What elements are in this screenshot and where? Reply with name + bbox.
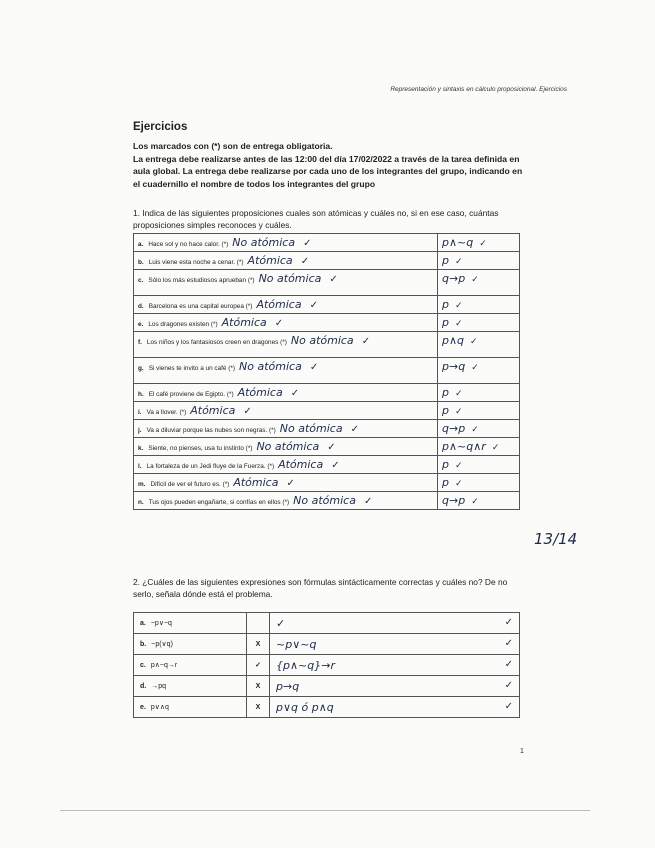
handwritten-answer: Atómica	[221, 316, 267, 329]
expression-cell	[134, 613, 247, 634]
formula-cell	[438, 384, 520, 402]
table-row	[134, 456, 520, 474]
check-mark: ✓	[454, 319, 463, 329]
check-mark: ✓	[454, 301, 463, 311]
intro-line2: La entrega debe realizarse antes de las 12:00 del día 17/02/2022 a través de la tarea definida en aula global. La entrega debe realizarse por cada uno de los integrantes del grupo, indicando en el cuadernillo el nombre de todos los integrantes del grupo	[133, 153, 523, 189]
expression-text: p∨∧q	[150, 704, 169, 711]
check-mark: ✓	[491, 443, 500, 453]
item-label: n.	[138, 499, 144, 506]
item-label: c.	[140, 662, 146, 669]
mark-cell	[247, 634, 270, 655]
handwritten-answer: p→q	[276, 679, 300, 693]
formula-cell	[438, 402, 520, 420]
proposition-cell	[134, 420, 438, 438]
check-mark: ✓	[471, 425, 479, 435]
check-mark: ✓	[303, 238, 312, 249]
check-mark: ✓	[309, 362, 319, 373]
proposition-text: Tus ojos pueden engañarte, si confías en ellos (*)	[148, 499, 290, 506]
question-2: 2. ¿Cuáles de las siguientes expresiones son fórmulas sintácticamente correctas y cuáles no? De no serlo, señala dónde está el problema.	[133, 577, 508, 599]
handwritten-answer: No atómica	[239, 360, 302, 373]
handwritten-answer: No atómica	[279, 422, 343, 435]
check-mark: ✓	[274, 318, 284, 329]
table-row	[134, 296, 520, 314]
check-mark: ✓	[454, 479, 463, 489]
page-title: Ejercicios	[133, 121, 188, 133]
check-mark: ✓	[471, 363, 479, 373]
formula-cell	[438, 234, 520, 252]
table-row	[134, 655, 520, 676]
handwritten-answer: No atómica	[293, 494, 356, 507]
handwritten-answer: ~p∨~q	[276, 637, 317, 651]
proposition-text: Los dragones existen (*)	[148, 321, 218, 328]
handwritten-formula: p	[442, 458, 449, 471]
handwritten-answer: Atómica	[190, 404, 236, 417]
check-mark: ✓	[504, 658, 513, 670]
handwritten-answer: No atómica	[290, 334, 354, 347]
item-label: c.	[138, 277, 144, 284]
handwritten-answer: Atómica	[247, 254, 293, 267]
formula-cell	[438, 252, 520, 270]
proposition-text: Sólo los más estudiosos aprueban (*)	[148, 277, 255, 284]
proposition-text: Va a diluviar porque las nubes son negras. (*)	[146, 427, 276, 434]
mark: ✓	[255, 662, 261, 669]
proposition-text: Siente, no pienses, usa tu instinto (*)	[148, 445, 253, 452]
table-row	[134, 314, 520, 332]
handwritten-formula: p	[442, 404, 449, 417]
expression-cell	[134, 655, 247, 676]
table-row	[134, 252, 520, 270]
item-label: j.	[138, 427, 142, 434]
page-header: Representación y sintaxis en cálculo proposicional. Ejercicios	[390, 86, 567, 93]
check-mark: ✓	[454, 407, 463, 417]
handwritten-answer: {p∧~q}→r	[276, 658, 335, 672]
check-mark: ✓	[361, 336, 371, 347]
check-mark: ✓	[454, 257, 463, 267]
check-mark: ✓	[309, 300, 318, 311]
table-2	[133, 612, 520, 718]
handwritten-answer: Atómica	[256, 298, 302, 311]
handwritten-formula: p	[442, 476, 449, 489]
table-row	[134, 234, 520, 252]
score-annotation: 13/14	[534, 530, 578, 548]
check-mark: ✓	[454, 389, 463, 399]
expression-text: p∧~q→r	[150, 662, 178, 669]
table-row	[134, 697, 520, 718]
proposition-text: Luis viene esta noche a cenar. (*)	[148, 259, 244, 266]
formula-cell	[438, 438, 520, 456]
handwritten-formula: p→q	[442, 360, 466, 373]
table-row	[134, 332, 520, 358]
table-row	[134, 634, 520, 655]
check-mark: ✓	[300, 256, 310, 267]
table-row	[134, 474, 520, 492]
table-row	[134, 492, 520, 510]
handwritten-answer: No atómica	[232, 236, 296, 249]
check-mark: ✓	[504, 637, 513, 649]
answer-cell	[270, 697, 520, 718]
check-mark: ✓	[331, 460, 340, 471]
formula-cell	[438, 474, 520, 492]
question-1: 1. Indica de las siguientes proposiciones cuales son atómicas y cuáles no, si en ese caso, cuántas proposiciones simples reconoces y cuáles.	[133, 208, 499, 230]
formula-cell	[438, 492, 520, 510]
check-mark: ✓	[454, 461, 463, 471]
check-mark: ✓	[471, 497, 479, 507]
item-label: a.	[140, 620, 146, 627]
proposition-text: Hace sol y no hace calor. (*)	[148, 241, 229, 248]
check-mark: ✓	[350, 424, 359, 435]
proposition-cell	[134, 252, 438, 270]
item-label: e.	[140, 704, 146, 711]
item-label: m.	[138, 481, 146, 488]
answer-cell	[270, 634, 520, 655]
check-mark: ✓	[471, 275, 479, 285]
proposition-cell	[134, 332, 438, 358]
answer-cell	[270, 655, 520, 676]
formula-cell	[438, 314, 520, 332]
check-mark: ✓	[504, 700, 513, 712]
handwritten-formula: p	[442, 386, 449, 399]
formula-cell	[438, 456, 520, 474]
formula-cell	[438, 332, 520, 358]
item-label: h.	[138, 391, 144, 398]
item-label: f.	[138, 339, 142, 346]
expression-text: ~p∨~q	[150, 620, 172, 627]
handwritten-formula: p	[442, 254, 449, 267]
handwritten-answer: Atómica	[237, 386, 283, 399]
item-label: d.	[138, 303, 144, 310]
handwritten-formula: q→p	[442, 422, 466, 435]
handwritten-answer: p∨q ó p∧q	[276, 700, 334, 714]
formula-cell	[438, 270, 520, 296]
table-row	[134, 358, 520, 384]
table-row	[134, 270, 520, 296]
table-row	[134, 402, 520, 420]
table-row	[134, 676, 520, 697]
table-row	[134, 384, 520, 402]
check-mark: ✓	[470, 337, 478, 347]
proposition-text: Difícil de ver el futuro es. (*)	[150, 481, 230, 488]
handwritten-formula: q→p	[442, 494, 466, 507]
proposition-cell	[134, 234, 438, 252]
formula-cell	[438, 420, 520, 438]
handwritten-answer: No atómica	[256, 440, 320, 453]
proposition-cell	[134, 474, 438, 492]
item-label: b.	[140, 641, 147, 648]
table-row	[134, 613, 520, 634]
check-mark: ✓	[504, 679, 513, 691]
page-number: 1	[520, 748, 524, 755]
table-row	[134, 420, 520, 438]
proposition-cell	[134, 270, 438, 296]
proposition-text: Los niños y los fantasiosos creen en dragones (*)	[146, 339, 287, 346]
item-label: d.	[140, 682, 147, 690]
check-mark: ✓	[290, 388, 300, 399]
check-mark: ✓	[329, 274, 338, 285]
check-mark: ✓	[243, 406, 252, 417]
proposition-cell	[134, 402, 438, 420]
item-label: e.	[138, 321, 144, 328]
check-mark: ✓	[363, 496, 373, 507]
proposition-text: Va a llover. (*)	[146, 409, 187, 416]
handwritten-formula: p	[442, 298, 449, 311]
item-label: g.	[138, 365, 144, 372]
formula-cell	[438, 296, 520, 314]
formula-cell	[438, 358, 520, 384]
proposition-cell	[134, 438, 438, 456]
handwritten-answer: No atómica	[258, 272, 322, 285]
answer-cell	[270, 613, 520, 634]
check-mark: ✓	[286, 478, 295, 489]
expression-cell	[134, 697, 247, 718]
handwritten-formula: p	[442, 316, 449, 329]
proposition-cell	[134, 492, 438, 510]
table-1	[133, 233, 520, 510]
proposition-text: La fortaleza de un Jedi fluye de la Fuerza. (*)	[146, 463, 275, 470]
intro-block	[133, 140, 528, 190]
handwritten-answer: Atómica	[233, 476, 279, 489]
mark: X	[255, 640, 261, 648]
handwritten-formula: p∧q	[442, 334, 465, 347]
expression-cell	[134, 676, 247, 697]
mark-cell	[247, 676, 270, 697]
item-label: b.	[138, 259, 144, 266]
handwritten-formula: p∧~q	[442, 236, 474, 249]
handwritten-formula: q→p	[442, 272, 466, 285]
check-mark: ✓	[479, 239, 487, 249]
expression-text: →pq	[151, 682, 167, 690]
item-label: i.	[138, 409, 142, 416]
item-label: l.	[138, 463, 142, 470]
proposition-cell	[134, 358, 438, 384]
check-mark: ✓	[504, 616, 513, 628]
proposition-cell	[134, 314, 438, 332]
mark: X	[255, 682, 261, 690]
expression-text: ~p(∨q)	[151, 641, 173, 648]
handwritten-answer: ✓	[276, 616, 286, 630]
mark-cell	[247, 655, 270, 676]
scan-edge	[60, 810, 590, 811]
proposition-text: El café proviene de Egipto. (*)	[148, 391, 234, 398]
expression-cell	[134, 634, 247, 655]
check-mark: ✓	[327, 442, 336, 453]
handwritten-formula: p∧~q∧r	[442, 440, 486, 453]
handwritten-answer: Atómica	[278, 458, 324, 471]
proposition-text: Barcelona es una capital europea (*)	[148, 303, 253, 310]
answer-cell	[270, 676, 520, 697]
proposition-cell	[134, 456, 438, 474]
table-row	[134, 438, 520, 456]
proposition-cell	[134, 384, 438, 402]
mark-cell	[247, 697, 270, 718]
item-label: a.	[138, 241, 144, 248]
proposition-text: Si vienes te invito a un café (*)	[148, 365, 236, 372]
intro-line1: Los marcados con (*) son de entrega obligatoria.	[133, 141, 333, 151]
proposition-cell	[134, 296, 438, 314]
item-label: k.	[138, 445, 144, 452]
mark-cell	[247, 613, 270, 634]
mark: X	[255, 703, 261, 711]
